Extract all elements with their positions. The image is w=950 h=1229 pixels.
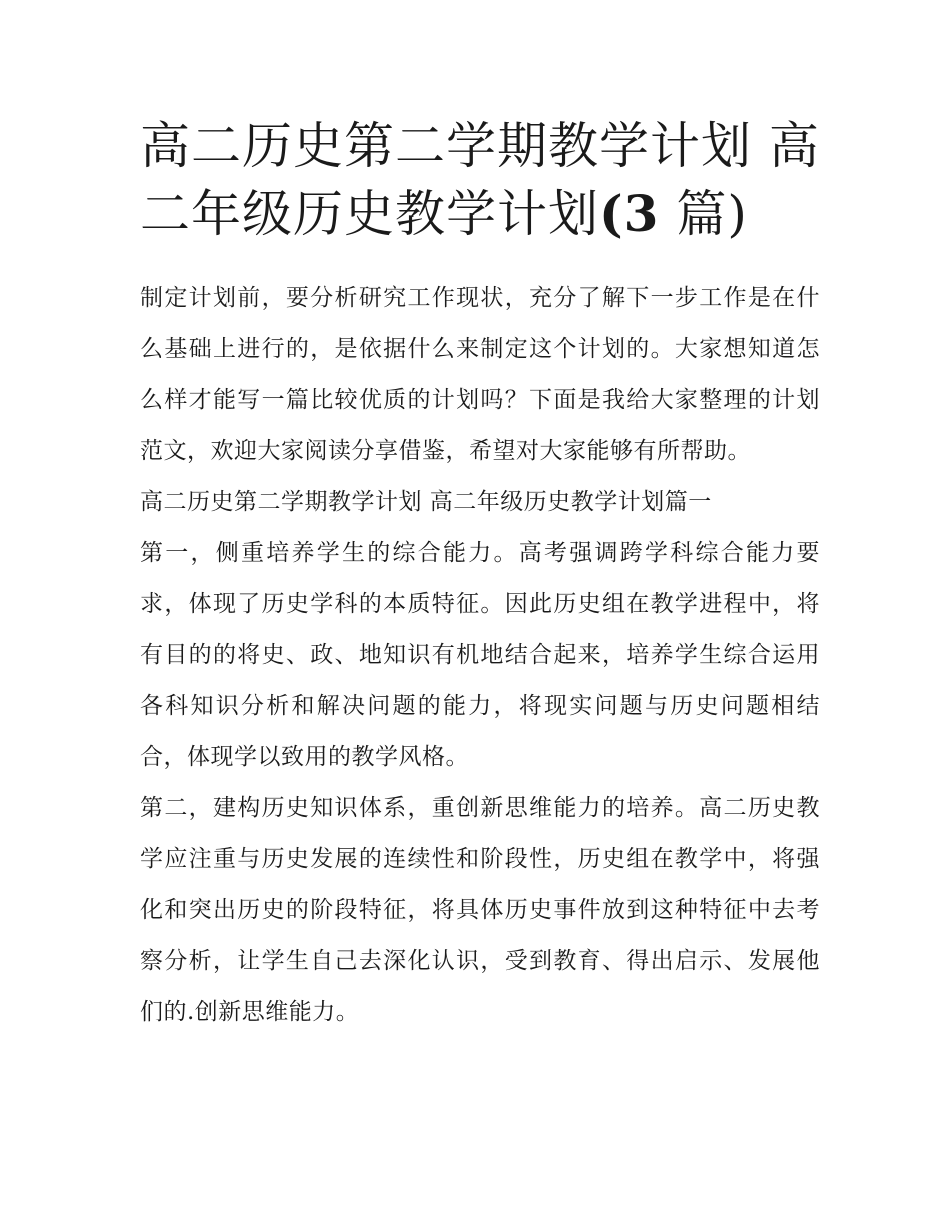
title-line-2-count: (3	[599, 184, 660, 243]
title-line-2-suffix: 篇)	[659, 185, 748, 243]
paragraph-point-one: 第一，侧重培养学生的综合能力。高考强调跨学科综合能力要求，体现了历史学科的本质特征。因此历史组在教学进程中，将有目的的将史、政、地知识有机地结合起来，培养学生综合运用各科知识分析和解决问题的能力，将现实问题与历史问题相结合，体现学以致用的教学风格。	[140, 540, 820, 770]
section-heading: 高二历史第二学期教学计划 高二年级历史教学计划篇一	[140, 489, 712, 515]
title-line-1: 高二历史第二学期教学计划 高	[140, 117, 820, 175]
paragraph-point-two: 第二，建构历史知识体系，重创新思维能力的培养。高二历史教学应注重与历史发展的连续性和阶段性，历史组在教学中，将强化和突出历史的阶段特征，将具体历史事件放到这种特征中去考察分析，让学生自己去深化认识，受到教育、得出启示、发展他们的.创新思维能力。	[140, 795, 820, 1025]
document-body	[140, 273, 820, 1038]
document-title	[140, 112, 820, 248]
intro-paragraph: 制定计划前，要分析研究工作现状，充分了解下一步工作是在什么基础上进行的，是依据什么来制定这个计划的。大家想知道怎么样才能写一篇比较优质的计划吗？下面是我给大家整理的计划范文，欢迎大家阅读分享借鉴，希望对大家能够有所帮助。	[140, 285, 820, 464]
title-line-2-text: 二年级历史教学计划	[140, 185, 599, 243]
